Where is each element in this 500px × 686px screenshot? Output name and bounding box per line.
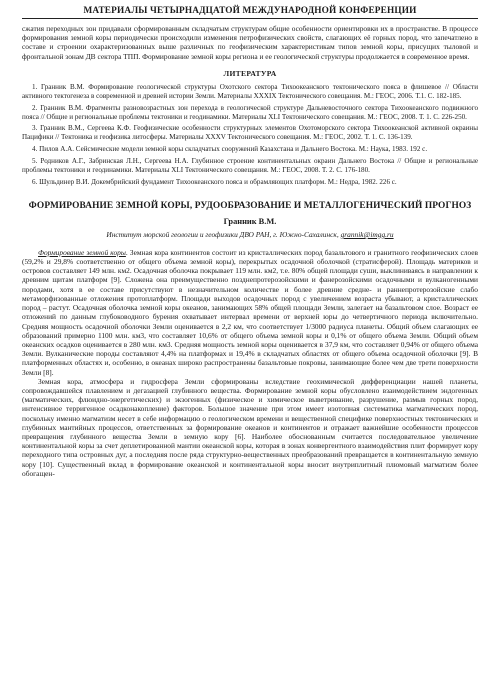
reference-item: 5. Родников А.Г., Забринская Л.Н., Сергеева Н.А. Глубинное строение континентальных окраин Дальнего Востока // Общие и региональные проблемы тектоники и геодинамики. Материалы XLI Тектонического совещания. М.: ГЕОС, 2008. Т. 2. С. 176-180. — [22, 157, 478, 175]
article-title: ФОРМИРОВАНИЕ ЗЕМНОЙ КОРЫ, РУДООБРАЗОВАНИЕ И МЕТАЛЛОГЕНИЧЕСКИЙ ПРОГНОЗ — [28, 200, 472, 211]
reference-list — [22, 83, 478, 187]
references-title: ЛИТЕРАТУРА — [223, 68, 277, 78]
author-affiliation — [22, 230, 478, 239]
reference-item: 6. Шульдинер В.И. Докембрийский фундамент Тихоокеанского пояса и обрамляющих платформ. М.: Недра, 1982. 226 с. — [32, 177, 397, 186]
reference-item: 2. Гранник В.М. Фрагменты разновозрастных зон перехода в геологической структуре Дальневосточного сектора Тихоокеанского подвижного пояса // Общие и региональные проблемы тектоники и геодинамики. Материалы XLI Тектонического совещания. М.: ГЕОС, 2008. Т. 1. С. 226-250. — [22, 103, 478, 121]
author-name: Гранник В.М. — [223, 216, 277, 226]
running-head: МАТЕРИАЛЫ ЧЕТЫРНАДЦАТОЙ МЕЖДУНАРОДНОЙ КОНФЕРЕНЦИИ — [22, 6, 478, 19]
email-link[interactable]: grannik@imgg.ru — [340, 229, 394, 239]
reference-item: 4. Пилов А.А. Сейсмические модели земной коры складчатых сооружений Казахстана и Дальнего Востока. М.: Наука, 1983. 192 с. — [32, 145, 428, 154]
body-paragraph: Земная кора, атмосфера и гидросфера Земли сформированы вследствие геохимической дифференциации нашей планеты, сопровождавшейся плавлением и дегазацией глубинного вещества. Формирование земной коры обусловлено взаимодействием эндогенных (магматических, флюидно-энергетических) и экзогенных (физическое и химическое выветривание, разрушение, размыв горных пород, интенсивное терригенное осадконакопление) факторов. Большое значение при этом имеет изотопная систематика магматических пород, поскольку именно магматизм несет в себе информацию о геологическом времени и вещественной специфике поверхностных тектонических и глубинных мантийных процессов, ответственных за формирование океанов и континентов и отражает важнейшие особенности процессов превращения глубинного вещества Земли в земную кору [6]. Наиболее обоснованным считается последовательное увеличение континентальной коры за счет деплетированной мантии океанской коры, которая в зонах конвергентного взаимодействия плит формирует кору переходного типа островных дуг, а последняя после ряда структурно-вещественных преобразований превращается в континентальную земную кору [10]. Существенный вклад в формирование океанской и континентальной коры вносит внутриплитный плюмовый магматизм более обогащен- — [22, 376, 478, 478]
intro-paragraph: сжатия переходных зон придавали сформированным складчатым структурам общие особенности ориентировки их в пространстве. В процессе формирования земной коры периодически происходили изменения петрофизических свойств, слагающих её горных пород, что запечатлено в составе и строении охарактеризованных выше различных по геофизическим характеристикам типов земной коры, присущих тыловой и фронтальной зонам ДВ сектора ТПП. Формирование земной коры региона и ее геологической структуры продолжается в современное время. — [22, 24, 478, 61]
reference-item: 1. Гранник В.М. Формирование геологической структуры Охотского сектора Тихоокеанского тектонического пояса в флишевое // Области активного тектогенеза в современной и древней истории Земли. Материалы XXXIX Тектонического совещания. М.: ГЕОС, 2006. Т.1. С. 182-185. — [22, 82, 478, 100]
body-paragraph — [22, 248, 478, 377]
article-body — [22, 248, 478, 478]
intro-section — [22, 24, 478, 61]
lead-term: Формирование земной коры — [38, 247, 126, 257]
reference-item: 3. Гранник В.М., Сергеева К.Ф. Геофизические особенности структурных элементов Охотоморского сектора Тихоокеанской активной окраины Пацифики // Тектоника и геофизика литосферы. Материалы XXXV Тектонического совещания. М.: ГЕОС, 2002. Т. 1. С. 136-139. — [22, 124, 478, 142]
body-paragraph-text: . Земная кора континентов состоит из кристаллических пород базальтового и гранитного геофизических слоев (59,2% и 29,8% соответственно от общего объема земной коры), перекрытых осадочной оболочкой (стратисферой). Площадь материков и островов составляет 149 млн. км2. Осадочная оболочка покрывает 119 млн. км2, т.е. 80% общей площади суши, выклиниваясь в направлении к древним щитам платформ [9]. Сложена она преимущественно позднепротерозойскими и фанерозойскими осадочными и вулканогенными породами, хотя в ее составе присутствуют в незначительном количестве и более древние средне- и раннепротерозойские слабо метаморфизованные отложения протоплатформ. Площади выходов осадочных пород с увеличением возраста убывают, а кристаллических пород – растут. Осадочная оболочка земной коры океанов, занимающих 58% общей площади Земли, залегает на базальтовом слое. Возраст ее отложений по данным глубоководного бурения охватывает интервал времени от верхней юры до четвертичного периода включительно. Средняя мощность осадочной оболочки Земли оценивается в 2,2 км, что соответствует 1/3000 радиуса планеты. Общий объем слагающих ее образований примерно 1100 млн. км3, что составляет 10,6% от общего объема земной коры и 0,1% от общего объема Земли. Общий объем океанских осадков оценивается в 280 млн. км3. Средняя мощность земной коры оценивается в 37,9 км, что составляет 0,94% от общего объема Земли. Вулканические породы составляют 4,4% на платформах и 19,4% в складчатых областях от общего объема осадочной оболочки [9]. В платформенных областях и, особенно, в океанах широко распространены базальтовые покровы, занимающие более чем две трети поверхности Земли [8]. — [22, 247, 478, 377]
affiliation-text: Институт морской геологии и геофизики ДВО РАН, г. Южно-Сахалинск, — [106, 229, 339, 239]
